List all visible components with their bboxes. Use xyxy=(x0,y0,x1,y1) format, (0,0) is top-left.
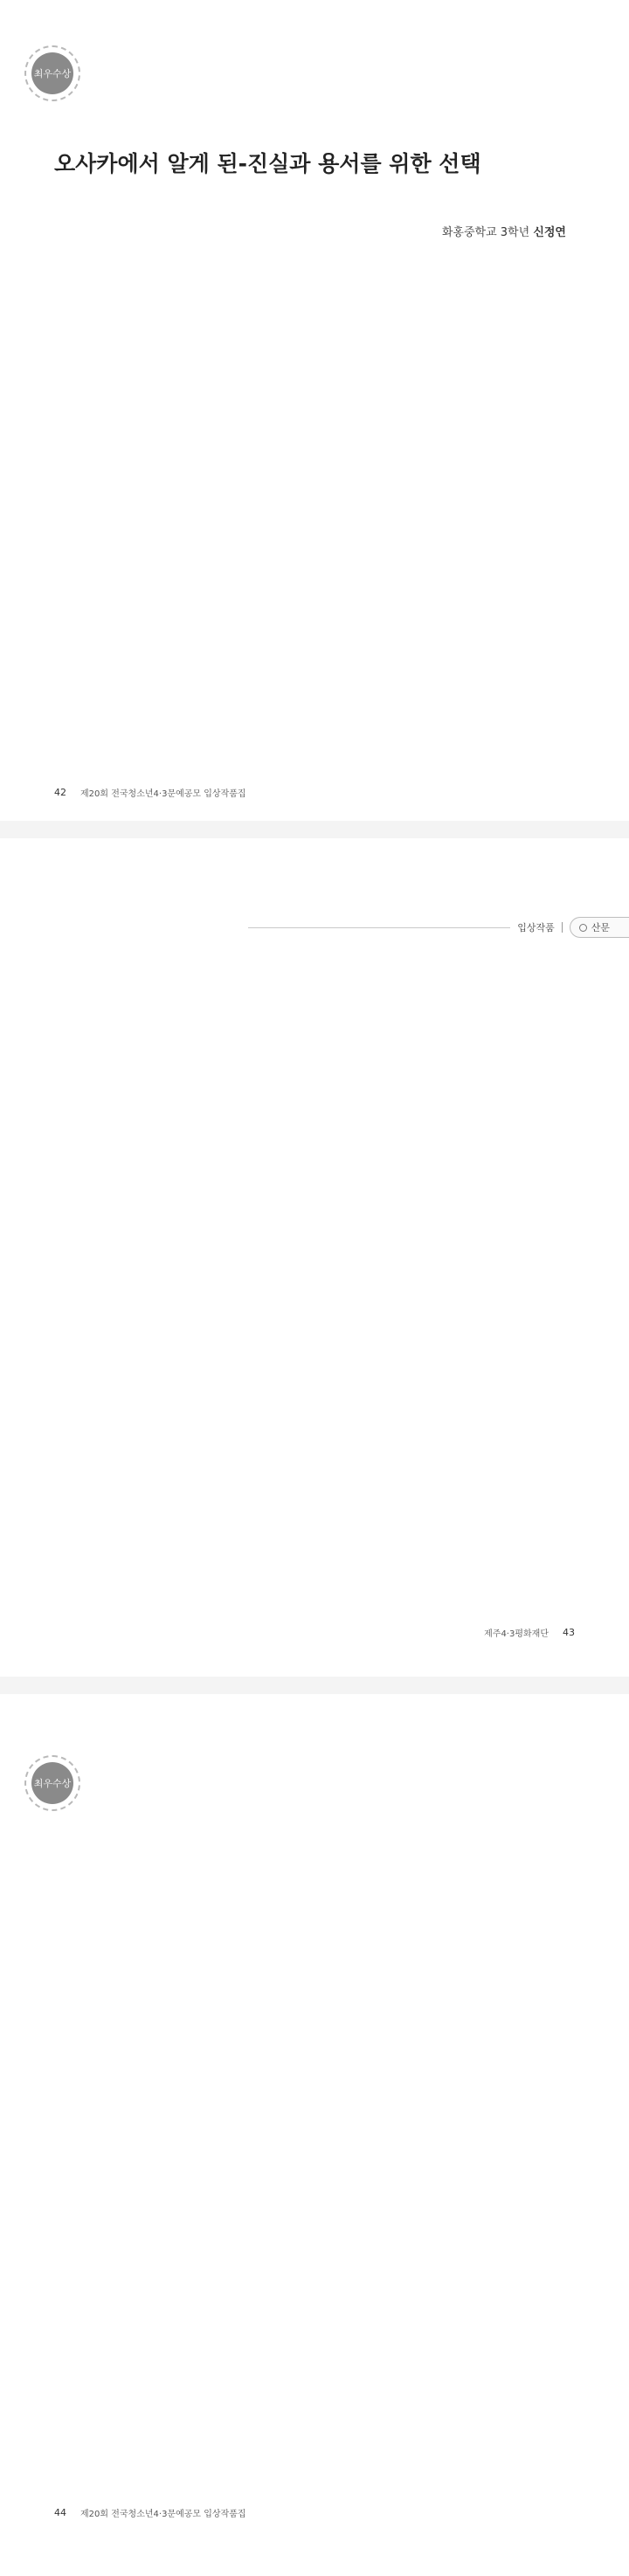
award-badge xyxy=(24,1755,80,1811)
page-number: 43 xyxy=(563,1627,575,1638)
header-divider xyxy=(562,922,563,933)
page-42 xyxy=(0,0,629,821)
author-school: 화홍중학교 3학년 xyxy=(441,226,530,239)
page-44 xyxy=(0,1694,629,2576)
series-title: 제주4·3평화재단 xyxy=(484,1629,549,1639)
essay-title: 오사카에서 알게 된-진실과 용서를 위한 선택 xyxy=(54,151,481,176)
page-footer xyxy=(54,786,246,799)
header-rule xyxy=(248,927,510,928)
circle-icon xyxy=(579,924,587,932)
author-line xyxy=(442,223,566,239)
essay-body xyxy=(54,264,575,753)
page-footer xyxy=(484,1626,575,1639)
award-badge-label: 최우수상 xyxy=(31,52,73,94)
category-tab xyxy=(570,917,629,938)
section-label: 입상작품 xyxy=(517,922,555,933)
award-badge xyxy=(24,45,80,101)
essay-body xyxy=(54,1856,575,2388)
publication-title: 제20회 전국청소년4·3문예공모 입상작품집 xyxy=(80,2510,246,2519)
publication-title: 제20회 전국청소년4·3문예공모 입상작품집 xyxy=(80,789,246,799)
page-number: 42 xyxy=(54,787,66,798)
page-footer xyxy=(54,2506,246,2519)
running-header xyxy=(248,917,629,938)
essay-body xyxy=(54,961,575,1537)
award-badge-label: 최우수상 xyxy=(31,1762,73,1804)
category-label: 산문 xyxy=(591,922,610,933)
author-name: 신정연 xyxy=(533,226,566,239)
page-number: 44 xyxy=(54,2507,66,2518)
page-43 xyxy=(0,838,629,1677)
